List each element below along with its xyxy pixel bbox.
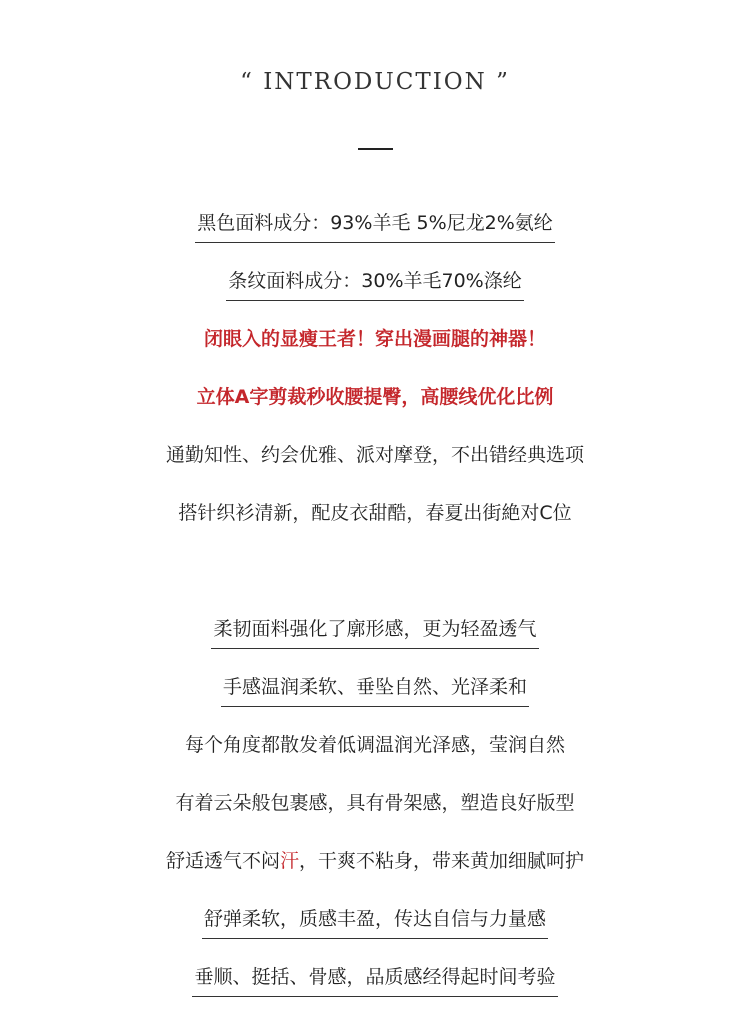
fabric-line-2 [0,672,750,702]
description-text-1: 通勤知性、约会优雅、派对摩登，不出错经典选项 [165,444,584,466]
highlight-line-1 [0,324,750,354]
fabric-text-5 [164,846,586,880]
fabric-text-6: 舒弹柔软，质感丰盈，传达自信与力量感 [202,904,548,939]
fabric-line-4 [0,788,750,818]
fabric-line-1 [0,614,750,644]
fabric-text-1: 柔韧面料强化了廓形感，更为轻盈透气 [211,614,538,649]
fabric-line-5 [0,846,750,876]
fabric-text-3: 每个角度都散发着低调温润光泽感，莹润自然 [184,734,565,756]
section-heading: “ INTRODUCTION ” [240,69,510,95]
fabric-text-5-part-a: 舒适透气不闷 [165,850,280,872]
fabric-text-4: 有着云朵般包裹感，具有骨架感，塑造良好版型 [175,792,575,814]
highlight-text-1: 闭眼入的显瘦王者！穿出漫画腿的神器！ [203,328,546,350]
fabric-text-5-accent: 汗 [279,850,299,872]
fabric-line-7 [0,962,750,992]
material-stripe-text: 条纹面料成分：30%羊毛70%涤纶 [226,266,523,301]
material-black-text: 黑色面料成分：93%羊毛 5%尼龙2%氨纶 [195,208,555,243]
material-stripe-line [0,266,750,296]
highlight-line-2 [0,382,750,412]
fabric-text-5-part-c: ，干爽不粘身，带来黄加细腻呵护 [299,850,585,872]
fabric-text-2: 手感温润柔软、垂坠自然、光泽柔和 [221,672,529,707]
description-line-1 [0,440,750,470]
heading-divider [358,148,393,150]
highlight-text-2: 立体A字剪裁秒收腰提臀，高腰线优化比例 [196,386,554,408]
fabric-text-7: 垂顺、挺括、骨感，品质感经得起时间考验 [192,962,557,997]
fabric-line-3 [0,730,750,760]
material-black-line [0,208,750,238]
fabric-line-6 [0,904,750,934]
description-text-2: 搭针织衫清新，配皮衣甜酷，春夏出街絶对C位 [178,502,572,524]
description-line-2 [0,498,750,528]
